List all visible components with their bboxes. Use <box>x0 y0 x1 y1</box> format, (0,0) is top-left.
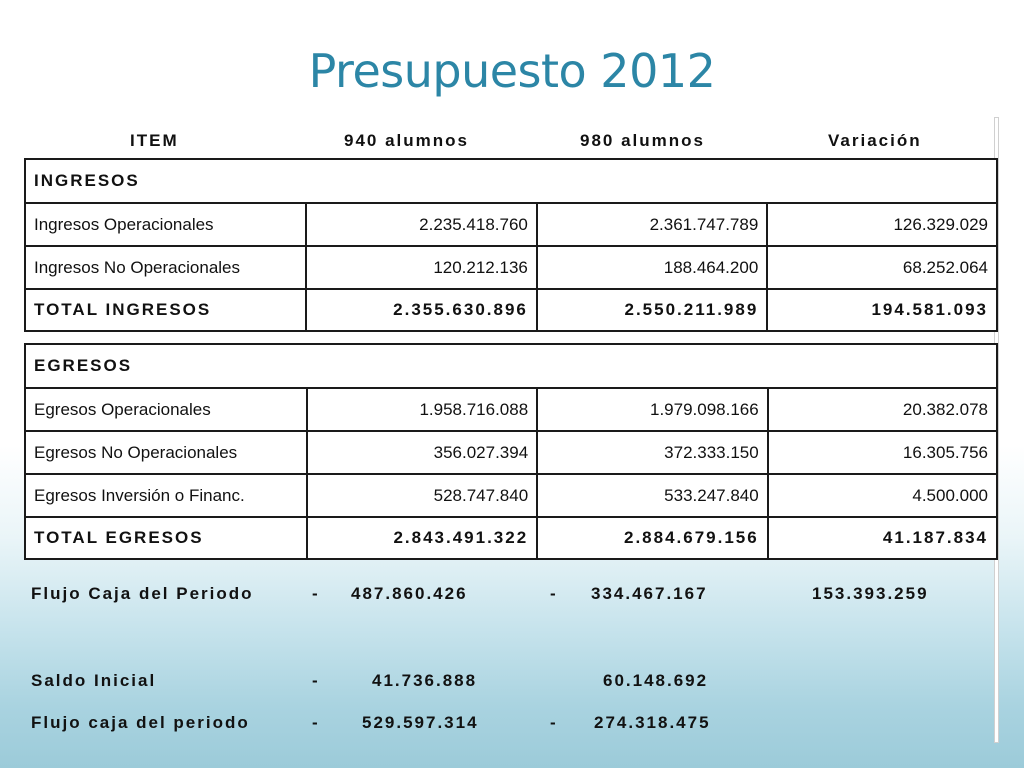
total-row <box>25 517 997 559</box>
row-value-940: 1.958.716.088 <box>307 388 538 431</box>
flujo-caja-980: 334.467.167 <box>591 584 708 603</box>
header-item: ITEM <box>130 131 179 150</box>
flujo-periodo-980: 274.318.475 <box>594 713 711 732</box>
row-value-940: 356.027.394 <box>307 431 538 474</box>
table-header <box>24 131 996 157</box>
table-row <box>25 474 997 517</box>
row-value-980: 2.361.747.789 <box>537 203 767 246</box>
header-variacion: Variación <box>828 131 922 150</box>
saldo-inicial-row <box>31 671 991 695</box>
total-ingresos-label: TOTAL INGRESOS <box>25 289 306 331</box>
row-value-940: 120.212.136 <box>306 246 536 289</box>
table-row <box>25 246 997 289</box>
header-940: 940 alumnos <box>344 131 469 150</box>
row-label: Egresos No Operacionales <box>25 431 307 474</box>
row-value-940: 528.747.840 <box>307 474 538 517</box>
flujo-periodo-940: 529.597.314 <box>362 713 479 732</box>
total-egresos-variation: 41.187.834 <box>768 517 997 559</box>
flujo-periodo-label: Flujo caja del periodo <box>31 713 250 732</box>
total-ingresos-940: 2.355.630.896 <box>306 289 536 331</box>
total-egresos-label: TOTAL EGRESOS <box>25 517 307 559</box>
total-ingresos-980: 2.550.211.989 <box>537 289 767 331</box>
row-variation: 126.329.029 <box>767 203 997 246</box>
flujo-caja-label: Flujo Caja del Periodo <box>31 584 254 603</box>
flujo-periodo-row <box>31 713 991 737</box>
ingresos-table <box>24 158 998 332</box>
row-variation: 4.500.000 <box>768 474 997 517</box>
row-label: Egresos Inversión o Financ. <box>25 474 307 517</box>
egresos-table <box>24 343 998 560</box>
row-variation: 20.382.078 <box>768 388 997 431</box>
row-label: Ingresos No Operacionales <box>25 246 306 289</box>
flujo-periodo-sign-940: - <box>312 713 320 732</box>
total-row <box>25 289 997 331</box>
flujo-caja-sign-940: - <box>312 584 320 603</box>
row-variation: 68.252.064 <box>767 246 997 289</box>
saldo-inicial-sign-940: - <box>312 671 320 690</box>
total-egresos-980: 2.884.679.156 <box>537 517 768 559</box>
row-variation: 16.305.756 <box>768 431 997 474</box>
flujo-periodo-sign-980: - <box>550 713 558 732</box>
flujo-caja-row <box>31 584 991 608</box>
row-value-980: 533.247.840 <box>537 474 768 517</box>
egresos-section-title: EGRESOS <box>25 344 997 388</box>
table-row <box>25 388 997 431</box>
row-value-980: 1.979.098.166 <box>537 388 768 431</box>
flujo-caja-sign-980: - <box>550 584 558 603</box>
row-value-980: 372.333.150 <box>537 431 768 474</box>
total-egresos-940: 2.843.491.322 <box>307 517 538 559</box>
saldo-inicial-940: 41.736.888 <box>372 671 478 690</box>
row-value-940: 2.235.418.760 <box>306 203 536 246</box>
flujo-caja-940: 487.860.426 <box>351 584 468 603</box>
ingresos-section-title: INGRESOS <box>25 159 997 203</box>
slide-title: Presupuesto 2012 <box>308 44 716 98</box>
row-label: Egresos Operacionales <box>25 388 307 431</box>
saldo-inicial-980: 60.148.692 <box>603 671 709 690</box>
total-ingresos-variation: 194.581.093 <box>767 289 997 331</box>
table-row <box>25 431 997 474</box>
row-label: Ingresos Operacionales <box>25 203 306 246</box>
flujo-caja-variation: 153.393.259 <box>812 584 929 603</box>
row-value-980: 188.464.200 <box>537 246 767 289</box>
table-row <box>25 203 997 246</box>
header-980: 980 alumnos <box>580 131 705 150</box>
saldo-inicial-label: Saldo Inicial <box>31 671 157 690</box>
